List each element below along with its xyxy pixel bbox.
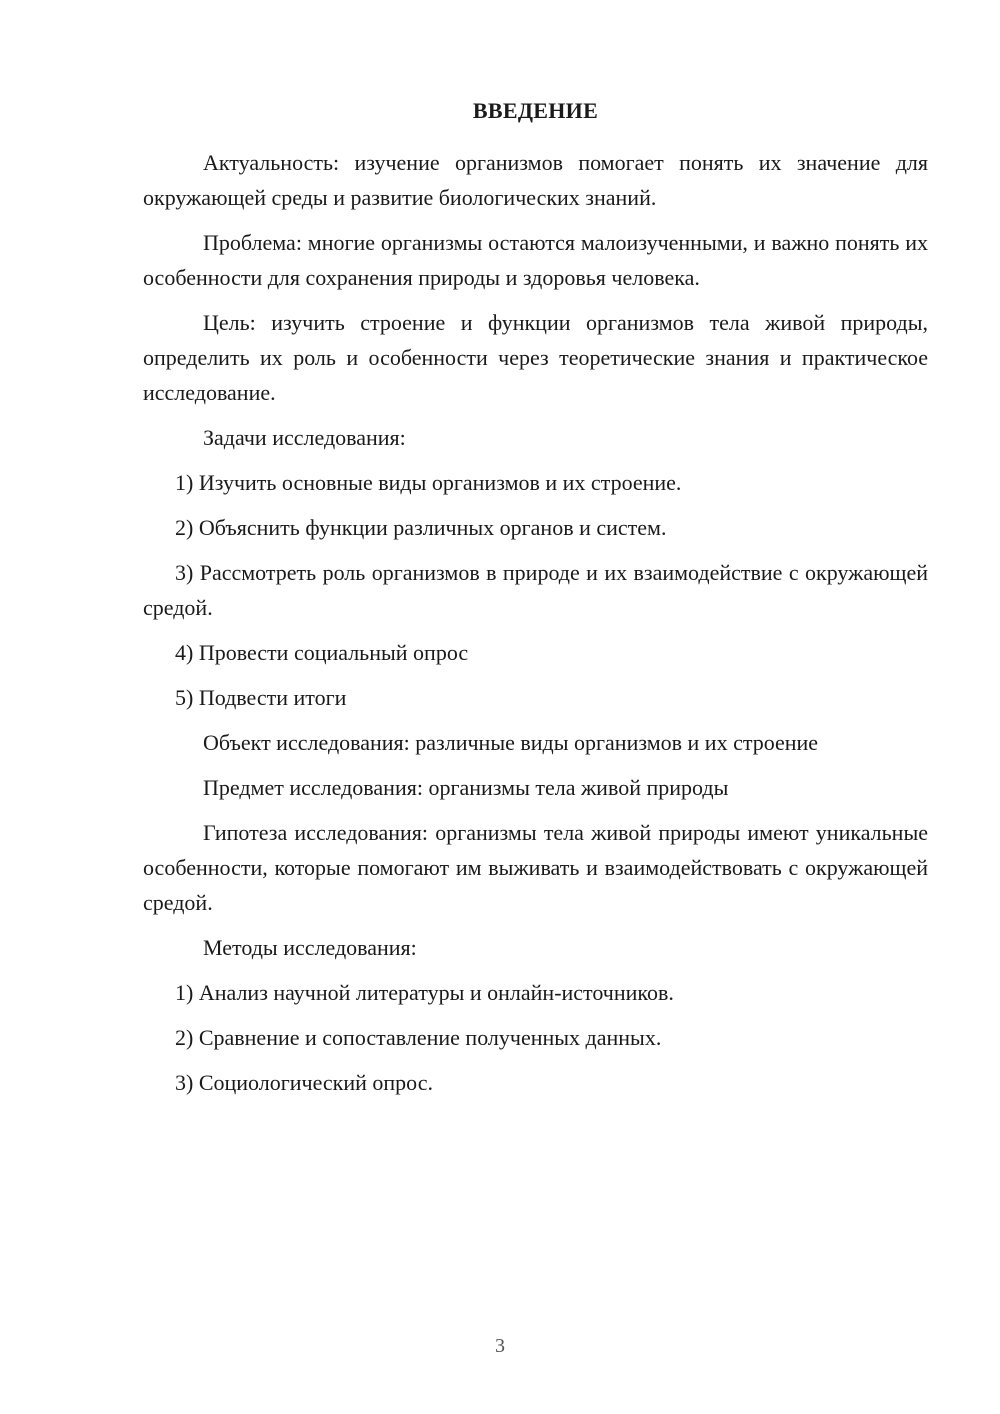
- subject-paragraph: Предмет исследования: организмы тела живой природы: [203, 775, 729, 800]
- task-item: 3) Рассмотреть роль организмов в природе и их взаимодействие с окружающей средой.: [143, 560, 928, 620]
- methods-heading: Методы исследования:: [203, 935, 417, 960]
- task-item: 4) Провести социальный опрос: [175, 640, 469, 665]
- document-page: [143, 0, 928, 1414]
- relevance-paragraph: Актуальность: изучение организмов помогает понять их значение для окружающей среды и развитие биологических знаний.: [143, 150, 928, 210]
- method-item: 2) Сравнение и сопоставление полученных данных.: [175, 1025, 662, 1050]
- page-number: 3: [495, 1335, 505, 1357]
- task-item: 1) Изучить основные виды организмов и их строение.: [175, 470, 682, 495]
- document-body: [143, 145, 928, 1110]
- page-title: ВВЕДЕНИЕ: [472, 98, 599, 123]
- goal-paragraph: Цель: изучить строение и функции организмов тела живой природы, определить их роль и особенности через теоретические знания и практическое исследование.: [143, 310, 928, 405]
- hypothesis-paragraph: Гипотеза исследования: организмы тела живой природы имеют уникальные особенности, которые помогают им выживать и взаимодействовать с окружающей средой.: [143, 820, 928, 915]
- object-paragraph: Объект исследования: различные виды организмов и их строение: [203, 730, 819, 755]
- tasks-heading: Задачи исследования:: [203, 425, 406, 450]
- method-item: 3) Социологический опрос.: [175, 1070, 433, 1095]
- task-item: 2) Объяснить функции различных органов и систем.: [175, 515, 667, 540]
- problem-paragraph: Проблема: многие организмы остаются малоизученными, и важно понять их особенности для сохранения природы и здоровья человека.: [143, 230, 928, 290]
- method-item: 1) Анализ научной литературы и онлайн-источников.: [175, 980, 674, 1005]
- task-item: 5) Подвести итоги: [175, 685, 347, 710]
